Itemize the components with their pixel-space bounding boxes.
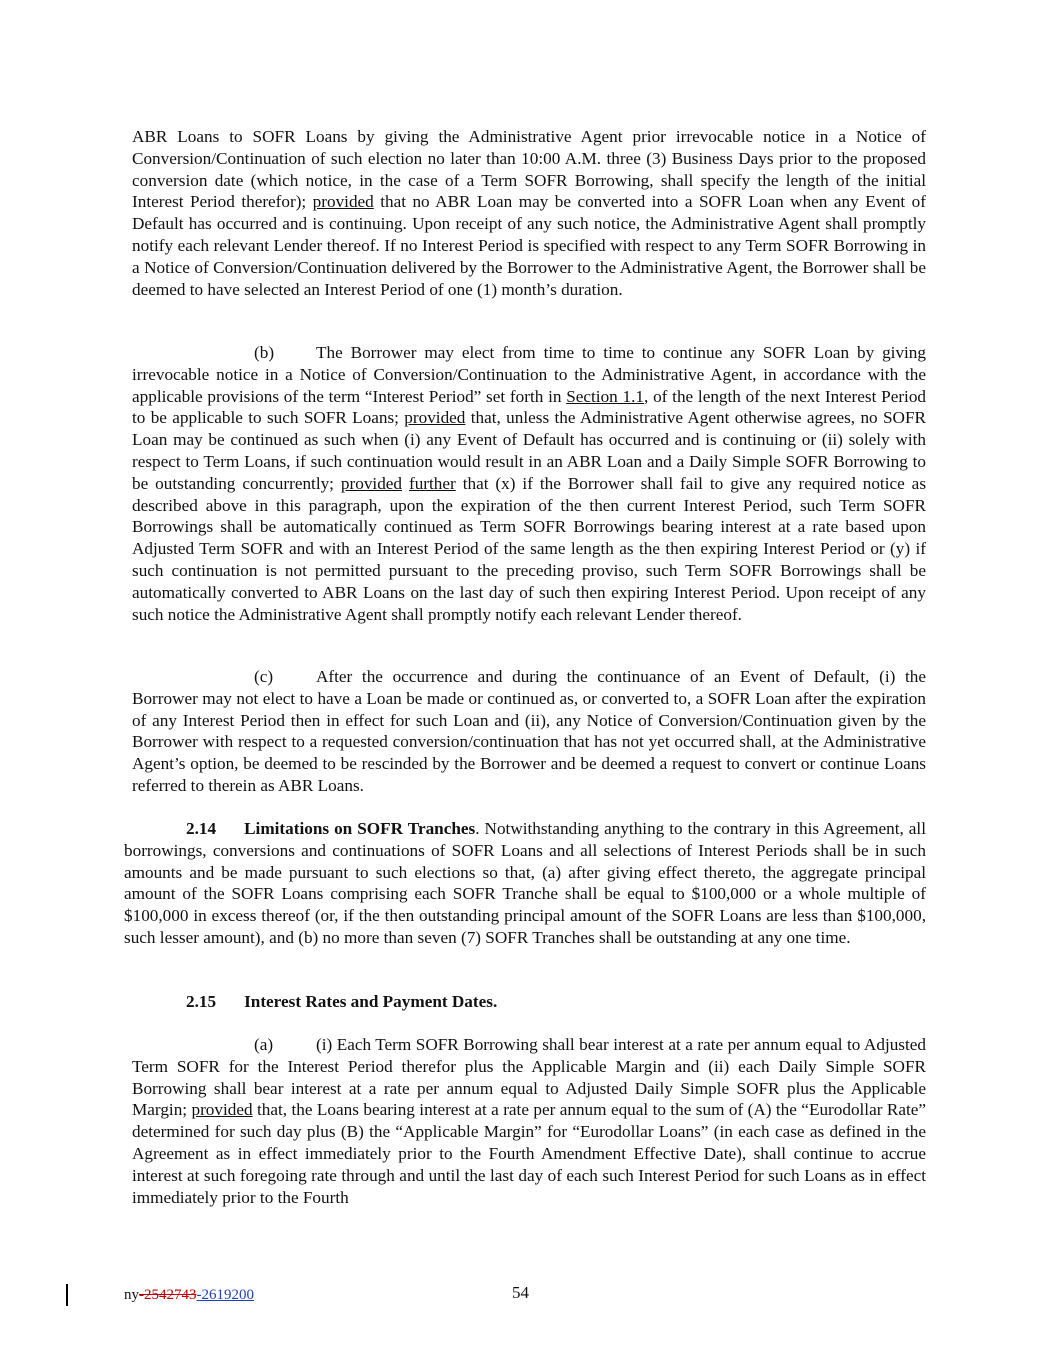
paragraph-c [132, 666, 926, 797]
text-run: After the occurrence and during the continuance of an Event of Default, (i) the Borrower may not elect to have a Loan be made or continued as, or converted to, a SOFR Loan after the expiration of any Interest Period then in effect for such Loan and (ii), any Notice of Conversion/Continuation given by the Borrower with respect to a requested conversion/continuation that has not yet occurred shall, at the Administrative Agent’s option, be deemed to be rescinded by the Borrower and be deemed a request to convert or continue Loans referred to therein as ABR Loans. [132, 667, 926, 795]
text-run: The Borrower may elect from time to time to continue any SOFR Loan by giving irrevocable notice in a Notice of Conversion/Continuation to the Administrative Agent, in accordance with the applicable provisions of the term “Interest Period” set forth in [132, 343, 926, 406]
underlined-term: provided [404, 408, 466, 428]
section-number: 2.14 [186, 819, 217, 838]
section-reference: Section 1.1 [566, 386, 645, 406]
underlined-term: provided [312, 192, 374, 212]
text-run: that no ABR Loan may be converted into a SOFR Loan when any Event of Default has occurred and is continuing. Upon receipt of any such notice, the Administrative Agent shall promptly notify each relevant Lender thereof. If no Interest Period is specified with respect to any Term SOFR Borrowing in a Notice of Conversion/Continuation delivered by the Borrower to the Administrative Agent, the Borrower shall be deemed to have selected an Interest Period of one (1) month’s duration. [132, 192, 926, 299]
paragraph-label: (c) [254, 667, 274, 686]
text-run: that, unless the Administrative Agent otherwise agrees, no SOFR Loan may be continued as such when (i) any Event of Default has occurred and is continuing or (ii) solely with respect to Term Loans, if such continuation would result in an ABR Loan and a Daily Simple SOFR Borrowing to be outstanding concurrently; [132, 408, 926, 493]
paragraph-continuation [132, 126, 926, 300]
doc-id-deleted: -2542743 [139, 1287, 197, 1303]
section-title: Limitations on SOFR Tranches [244, 819, 476, 838]
section-number: 2.15 [186, 992, 217, 1011]
underlined-term: provided [340, 473, 403, 493]
paragraph-label: (a) [254, 1035, 274, 1054]
paragraph-b [132, 342, 926, 625]
change-bar [66, 1284, 68, 1306]
text-run: that, the Loans bearing interest at a rate per annum equal to the sum of (A) the “Eurodollar Rate” determined for such day plus (B) the “Applicable Margin” for “Eurodollar Loans” (in each case as defined in the Agreement as in effect immediately prior to the Fourth Amendment Effective Date), shall continue to accrue interest at such foregoing rate through and until the last day of each such Interest Period for such Loans as in effect immediately prior to the Fourth [132, 1100, 926, 1207]
section-2-15-heading [124, 991, 926, 1013]
text-run: . Notwithstanding anything to the contrary in this Agreement, all borrowings, conversions and continuations of SOFR Loans and all selections of Interest Periods shall be in such amounts and be made pursuant to such elections so that, (a) after giving effect thereto, the aggregate principal amount of the SOFR Loans comprising each SOFR Tranche shall be equal to $100,000 or a whole multiple of $100,000 in excess thereof (or, if the then outstanding principal amount of the SOFR Loans are less than $100,000, such lesser amount), and (b) no more than seven (7) SOFR Tranches shall be outstanding at any one time. [124, 819, 926, 947]
text-run [402, 474, 409, 493]
underlined-term: provided [191, 1100, 253, 1120]
paragraph-label: (b) [254, 343, 275, 362]
section-2-14 [124, 818, 926, 949]
underlined-term: further [408, 473, 456, 493]
page-number: 54 [512, 1283, 529, 1302]
section-title: Interest Rates and Payment Dates. [244, 992, 498, 1011]
text-run: (i) Each Term SOFR Borrowing shall bear interest at a rate per annum equal to Adjusted Term SOFR for the Interest Period therefor plus the Applicable Margin and (ii) each Daily Simple SOFR Borrowing shall bear interest at a rate per annum equal to Adjusted Daily Simple SOFR plus the Applicable Margin; [132, 1035, 926, 1120]
document-id [124, 1287, 254, 1304]
text-run: ABR Loans to SOFR Loans by giving the Administrative Agent prior irrevocable notice in a Notice of Conversion/Continuation of such election no later than 10:00 A.M. three (3) Business Days prior to the proposed conversion date (which notice, in the case of a Term SOFR Borrowing, shall specify the length of the initial Interest Period therefor); [132, 127, 926, 212]
text-run: , of the length of the next Interest Period to be applicable to such SOFR Loans; [132, 386, 927, 428]
doc-id-prefix: ny [124, 1287, 139, 1303]
doc-id-inserted: -2619200 [196, 1287, 254, 1303]
text-run: that (x) if the Borrower shall fail to give any required notice as described above in this paragraph, upon the expiration of the then current Interest Period, such Term SOFR Borrowings shall be automatically continued as Term SOFR Borrowings bearing interest at a rate based upon Adjusted Term SOFR and with an Interest Period of the same length as the then expiring Interest Period or (y) if such continuation is not permitted pursuant to the preceding proviso, such Term SOFR Borrowings shall be automatically converted to ABR Loans on the last day of such then expiring Interest Period. Upon receipt of any such notice the Administrative Agent shall promptly notify each relevant Lender thereof. [132, 473, 927, 624]
paragraph-a [132, 1034, 926, 1208]
